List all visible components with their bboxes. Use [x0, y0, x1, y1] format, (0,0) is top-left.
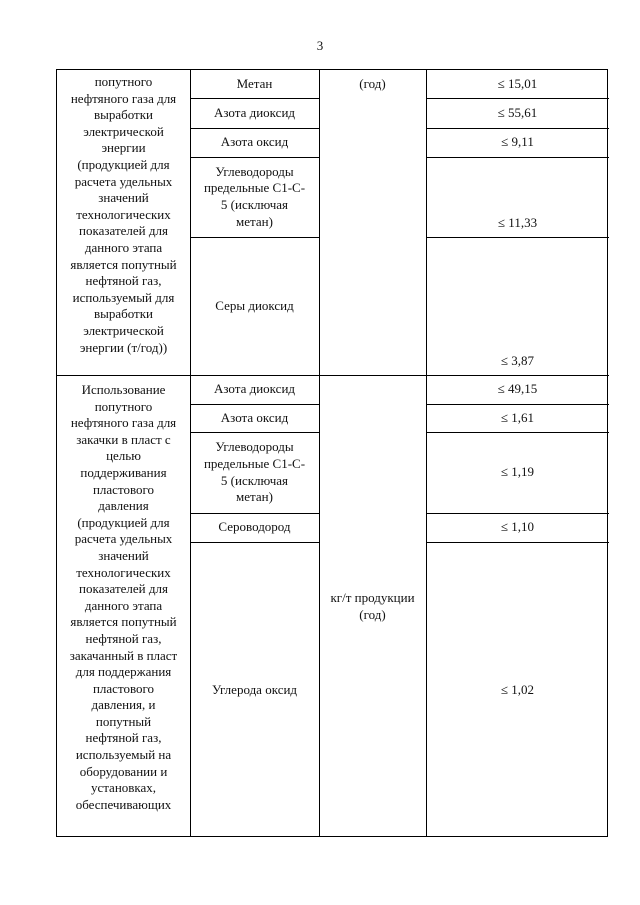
substance-cell	[190, 128, 319, 157]
page-number: 3	[316, 38, 324, 53]
limit-value: ≤ 9,11	[501, 134, 534, 150]
value-cell	[426, 128, 609, 157]
substance-cell	[190, 98, 319, 128]
substance-cell	[190, 404, 319, 432]
substance-cell	[190, 513, 319, 542]
value-cell	[426, 513, 609, 542]
substance-name: Углеводороды предельные С1-С- 5 (исключая метан)	[203, 439, 306, 505]
value-cell	[426, 432, 609, 513]
limit-value: ≤ 1,19	[500, 464, 535, 480]
substance-name: Серы диоксид	[215, 297, 294, 313]
substance-name: Углеводороды предельные С1-С- 5 (исключая метан)	[203, 163, 306, 229]
substance-name: Азота оксид	[220, 409, 289, 425]
limit-value: ≤ 15,01	[497, 75, 538, 91]
substance-cell	[190, 432, 319, 513]
limit-value: ≤ 1,02	[500, 681, 535, 697]
value-cell	[426, 70, 609, 98]
substance-cell	[190, 237, 319, 375]
value-cell	[426, 542, 609, 838]
unit-label: кг/т продукции (год)	[330, 589, 415, 622]
process-description-cell	[57, 70, 190, 375]
substance-name: Метан	[236, 75, 273, 91]
value-cell	[426, 375, 609, 404]
substance-cell	[190, 70, 319, 98]
process-description: Использование попутного нефтяного газа для закачки в пласт с целью поддерживания пластового давления (продукцией для расчета удельных значений технологических показателей для данного этапа является попутный нефтяной газ, закачанный в пласт для поддержания пластового давления, и попутный нефтяной газ, используемый на оборудовании и установках, обеспечивающих	[69, 382, 178, 812]
value-cell	[426, 404, 609, 432]
limit-value: ≤ 1,10	[500, 519, 535, 535]
process-description-cell	[57, 375, 190, 838]
emissions-table	[56, 69, 608, 837]
unit-label: (год)	[359, 76, 386, 91]
value-cell	[426, 157, 609, 237]
limit-value: ≤ 49,15	[497, 381, 538, 397]
limit-value: ≤ 1,61	[500, 409, 535, 425]
unit-cell	[319, 70, 426, 375]
substance-cell	[190, 375, 319, 404]
substance-name: Сероводород	[218, 519, 291, 535]
substance-name: Углерода оксид	[211, 681, 298, 697]
limit-value: ≤ 55,61	[497, 104, 538, 120]
limit-value: ≤ 3,87	[500, 353, 535, 369]
substance-cell	[190, 157, 319, 237]
limit-value: ≤ 11,33	[497, 215, 538, 231]
process-description: попутного нефтяного газа для выработки электрической энергии (продукцией для расчета удельных значений технологических показателей для данного этапа является попутный нефтяной газ, используемый для выработки электрической энергии (т/год))	[70, 74, 177, 355]
value-cell	[426, 98, 609, 128]
substance-name: Азота оксид	[220, 134, 289, 150]
unit-cell	[319, 375, 426, 838]
value-cell	[426, 237, 609, 375]
substance-cell	[190, 542, 319, 838]
substance-name: Азота диоксид	[213, 104, 296, 120]
substance-name: Азота диоксид	[213, 381, 296, 397]
